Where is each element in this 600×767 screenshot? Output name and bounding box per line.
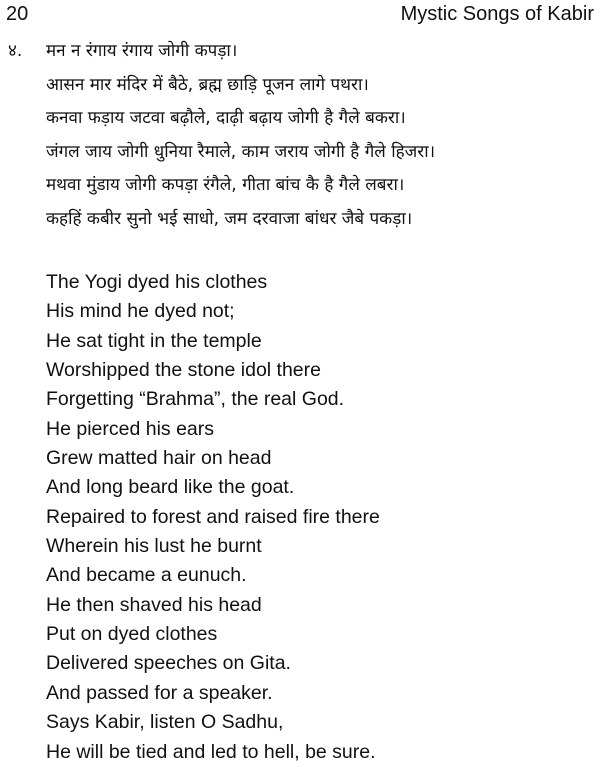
english-line: Says Kabir, listen O Sadhu,: [46, 711, 284, 734]
english-line: He then shaved his head: [46, 593, 262, 616]
english-line: Delivered speeches on Gita.: [46, 652, 291, 675]
english-line: He sat tight in the temple: [46, 329, 262, 352]
english-line: Put on dyed clothes: [46, 623, 218, 646]
english-line: Repaired to forest and raised fire there: [46, 505, 380, 528]
hindi-line-text: आसन मार मंदिर में बैठे, ब्रह्म छाड़ि पूजन लागे पथरा।: [46, 74, 369, 95]
english-line: He will be tied and led to hell, be sure.: [46, 740, 376, 763]
hindi-line-text: कनवा फड़ाय जटवा बढ़ौले, दाढ़ी बढ़ाय जोगी है गैले बकरा।: [46, 108, 406, 129]
hindi-line-text: मन न रंगाय रंगाय जोगी कपड़ा।: [46, 41, 238, 61]
english-line: And passed for a speaker.: [46, 681, 273, 704]
english-line: And became a eunuch.: [46, 564, 247, 587]
hindi-line: [8, 174, 598, 208]
english-line: Wherein his lust he burnt: [46, 535, 262, 558]
english-line: Worshipped the stone idol there: [46, 359, 321, 382]
hindi-line-text: मथवा मुंडाय जोगी कपड़ा रंगैले, गीता बांच कै है गैले लबरा।: [46, 175, 405, 196]
english-line: Forgetting “Brahma”, the real God.: [46, 388, 345, 411]
english-line: And long beard like the goat.: [46, 476, 295, 499]
hindi-line: [8, 107, 598, 141]
english-line: His mind he dyed not;: [46, 300, 235, 323]
page-number: 20: [6, 3, 29, 25]
english-line: Grew matted hair on head: [46, 447, 272, 470]
hindi-line-text: जंगल जाय जोगी धुनिया रैमाले, काम जराय जोगी है गैले हिजरा।: [46, 141, 436, 162]
running-title: Mystic Songs of Kabir: [400, 3, 594, 25]
hindi-verse: [8, 40, 598, 242]
english-line: The Yogi dyed his clothes: [46, 271, 268, 293]
hindi-line-text: कहहिं कबीर सुनो भई साधो, जम दरवाजा बांधर जैबे पकड़ा।: [46, 208, 413, 229]
hindi-line: [8, 74, 598, 108]
verse-number: ४.: [8, 41, 23, 61]
hindi-line: [8, 208, 598, 242]
english-line: He pierced his ears: [46, 417, 214, 440]
english-translation: [46, 268, 586, 767]
hindi-line: [8, 141, 598, 175]
hindi-line: [8, 40, 598, 74]
